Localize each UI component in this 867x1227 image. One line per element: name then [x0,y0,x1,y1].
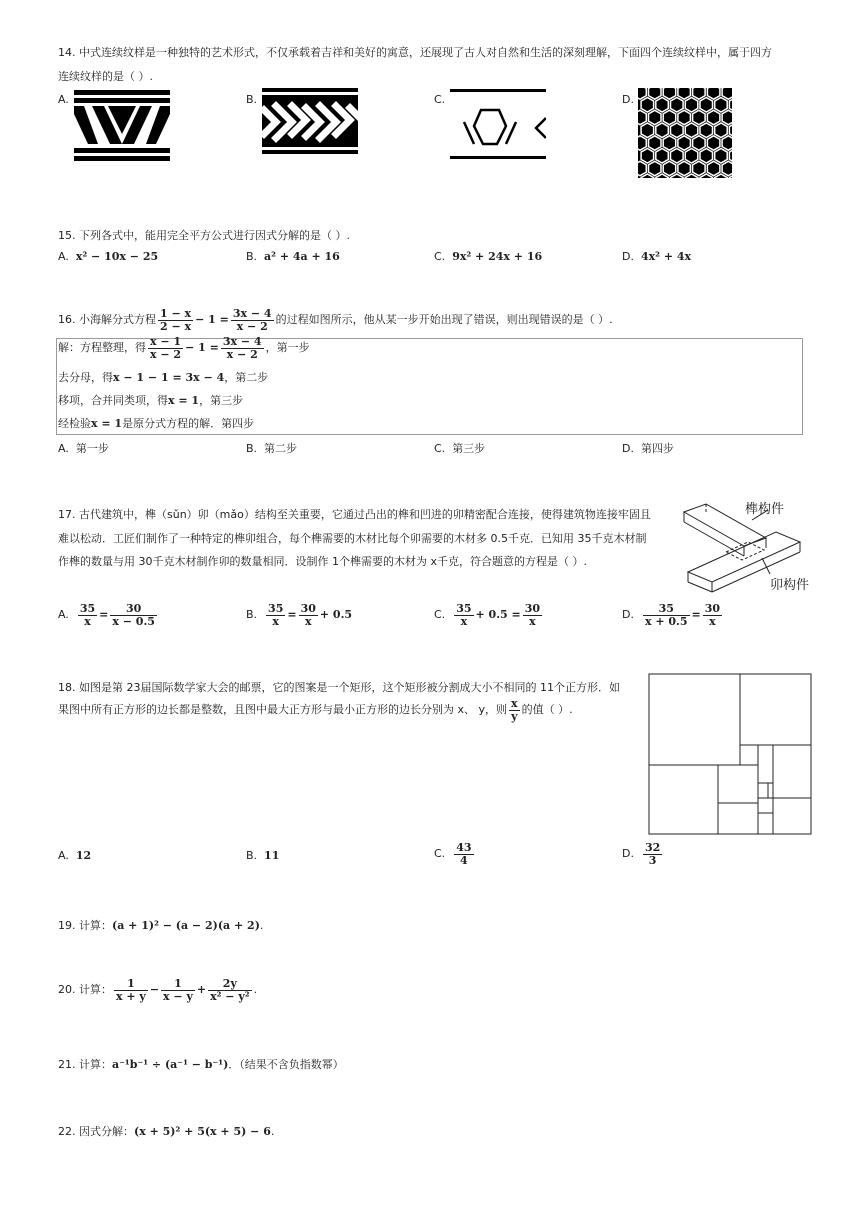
option-label: B. [246,250,258,263]
q14-option-b-label[interactable]: B. [246,93,258,106]
q16-suffix: 的过程如图所示，他从某一步开始出现了错误，则出现错误的是（ ）. [275,313,613,327]
q16-equation-middle: − 1 = [195,313,229,327]
q20-label: 20. 计算： [58,983,112,997]
pattern-a-figure[interactable] [74,88,170,164]
step-text: ，第二步 [224,371,269,384]
q15-option-d[interactable] [622,250,691,263]
step1-fraction-1: $\frac{x - 1}{x - 2}$ [150,335,182,361]
q18-text-line1: 18. 如图是第 23届国际数学家大会的邮票，它的图案是一个矩形，这个矩形被分割成大小不相同的 11个正方形．如 [58,681,620,694]
q20-fraction-2: $\frac{1}{x - y}$ [163,977,193,1003]
q17-text-line1: 17. 古代建筑中，榫（sǔn）卯（mǎo）结构至关重要，它通过凸出的榫和凹进的卯精密配合连接，使得建筑物连接牢固且 [58,508,651,521]
option-fraction: $\frac{43}{4}$ [456,841,472,867]
q15-option-a[interactable] [58,250,158,263]
option-label: D. [622,608,634,622]
option-label: C. [434,250,446,263]
q20-fraction-3: $\frac{2y}{\text{x² − y²}}$ [210,977,250,1003]
q16-question-text [58,308,613,332]
q22-expression: (x + 5)² + 5(x + 5) − 6 [134,1125,271,1138]
q14-option-a-label[interactable]: A. [58,93,69,106]
option-text: 第二步 [264,442,298,455]
option-fraction: $\frac{30}{x}$ [300,602,316,628]
q16-fraction-2: $\frac{3x - 4}{x - 2}$ [232,307,272,333]
option-value: 11 [264,849,280,862]
q14-text-line2: 连续纹样的是（ ）. [58,70,153,83]
option-label: B. [246,849,258,862]
q19-end: . [259,919,264,932]
q18-fraction: $\frac{x}{y}$ [511,697,518,723]
option-label: A. [58,849,69,862]
option-fraction: $\frac{35}{x + 0.5}$ [644,602,688,628]
q18-option-b[interactable] [246,849,279,862]
q16-option-d[interactable] [622,440,674,456]
option-label: A. [58,442,69,455]
step-text: 是原分式方程的解．第四步 [122,417,255,430]
q16-step2 [58,369,268,385]
option-text: 第一步 [75,442,109,455]
q15-question-text: 15. 下列各式中，能用完全平方公式进行因式分解的是（ ）. [58,229,350,242]
q20-operator: + [196,983,207,997]
q17-text-line2: 难以松动．工匠们制作了一种特定的榫卯组合，每个榫需要的木材比每个卯需要的木材多 0.5千克．已知用 35千克木材制 [58,532,647,545]
q21-question [58,1056,344,1072]
pattern-b-figure[interactable] [262,88,358,154]
option-label: A. [58,608,69,622]
option-expression: 4x² + 4x [640,250,692,263]
option-value: 12 [75,849,92,862]
option-fraction: $\frac{35}{x}$ [456,602,472,628]
q18-option-d[interactable] [622,842,664,866]
q19-expression: (a + 1)² − (a − 2)(a + 2) [112,919,260,932]
q19-question [58,917,263,933]
q14-option-c-label[interactable]: C. [434,93,446,106]
option-operator: = [691,608,701,622]
q16-step4 [58,415,254,431]
q14-text-line1: 14. 中式连续纹样是一种独特的艺术形式，不仅承载着吉祥和美好的寓意，还展现了古人对自然和生活的深刻理解，下面四个连续纹样中，属于四方 [58,46,772,59]
option-label: B. [246,442,258,455]
option-tail: + 0.5 [319,608,353,622]
q15-option-b[interactable] [246,250,340,263]
q14-option-d-label[interactable]: D. [622,93,634,106]
option-fraction: $\frac{35}{x}$ [268,602,284,628]
step-expression: x = 1 [168,394,200,407]
mortise-label: 卯构件 [770,578,810,593]
q21-label: 21. 计算： [58,1058,112,1071]
q17-option-c[interactable] [434,603,544,627]
q20-operator: − [149,983,160,997]
q18-option-a[interactable] [58,849,91,862]
step-text: 解：方程整理，得 [58,341,146,355]
option-expression: x² − 10x − 25 [75,250,159,263]
q20-question [58,978,257,1002]
step-text: 移项，合并同类项，得 [58,394,168,407]
option-expression: 9x² + 24x + 16 [452,250,543,263]
option-fraction: $\frac{30}{x}$ [524,602,541,628]
q15-option-c[interactable] [434,250,542,263]
option-text: 第三步 [452,442,486,455]
option-label: D. [622,250,634,263]
q20-fraction-1: $\frac{1}{x + y}$ [116,977,146,1003]
q22-question [58,1123,274,1139]
option-operator: + 0.5 = [475,608,521,622]
pattern-c-figure[interactable] [450,88,546,162]
q18-text: 的值（ ）. [521,703,573,717]
option-fraction: $\frac{35}{x}$ [79,602,96,628]
option-expression: a² + 4a + 16 [264,250,340,263]
option-label: C. [434,847,446,861]
q16-prefix: 16. 小海解分式方程 [58,313,156,327]
q17-option-d[interactable] [622,603,724,627]
option-label: C. [434,608,446,622]
pattern-d-figure[interactable] [638,88,732,178]
q18-option-c[interactable] [434,842,476,866]
step-text: 去分母，得 [58,371,113,384]
step-text: 经检验 [58,417,91,430]
step-expression: x − 1 − 1 = 3x − 4 [113,371,225,384]
q19-label: 19. 计算： [58,919,112,932]
q17-option-a[interactable] [58,603,159,627]
q16-option-b[interactable] [246,440,297,456]
option-label: D. [622,847,634,861]
option-fraction: $\frac{30}{x}$ [704,602,721,628]
option-label: B. [246,608,258,622]
option-text: 第四步 [640,442,674,455]
q18-text-line2 [58,698,573,722]
q17-text-line3: 作榫的数量与用 30千克木材制作卯的数量相同．设制作 1个榫需要的木材为 x千克，符合题意的方程是（ ）. [58,555,587,568]
q20-end: . [253,983,258,997]
squared-rectangle-figure [648,673,812,835]
option-operator: = [287,608,297,622]
q22-label: 22. 因式分解： [58,1125,134,1138]
q16-option-a[interactable] [58,440,109,456]
q18-text: 果图中所有正方形的边长都是整数，且图中最大正方形与最小正方形的边长分别为 x、 y，则 [58,703,508,717]
step-text: ，第三步 [199,394,244,407]
q16-fraction-1: $\frac{1 - x}{2 - x}$ [160,307,192,333]
tenon-label: 榫构件 [745,502,785,517]
q22-end: . [270,1125,275,1138]
option-label: D. [622,442,634,455]
q16-step1 [58,336,310,360]
option-label: A. [58,250,69,263]
option-fraction: $\frac{30}{x - 0.5}$ [112,602,155,628]
q21-note: ．（结果不含负指数幂） [228,1058,344,1071]
step1-fraction-2: $\frac{3x - 4}{x - 2}$ [222,335,262,361]
option-label: C. [434,442,446,455]
step-expression: x = 1 [91,417,123,430]
option-fraction: $\frac{32}{3}$ [644,841,661,867]
q16-option-c[interactable] [434,440,485,456]
step-text: ，第一步 [265,341,310,355]
q21-expression: a⁻¹b⁻¹ ÷ (a⁻¹ − b⁻¹) [112,1058,229,1071]
q17-option-b[interactable] [246,603,352,627]
step1-middle: − 1 = [185,341,219,355]
option-operator: = [99,608,109,622]
q16-step3 [58,392,243,408]
